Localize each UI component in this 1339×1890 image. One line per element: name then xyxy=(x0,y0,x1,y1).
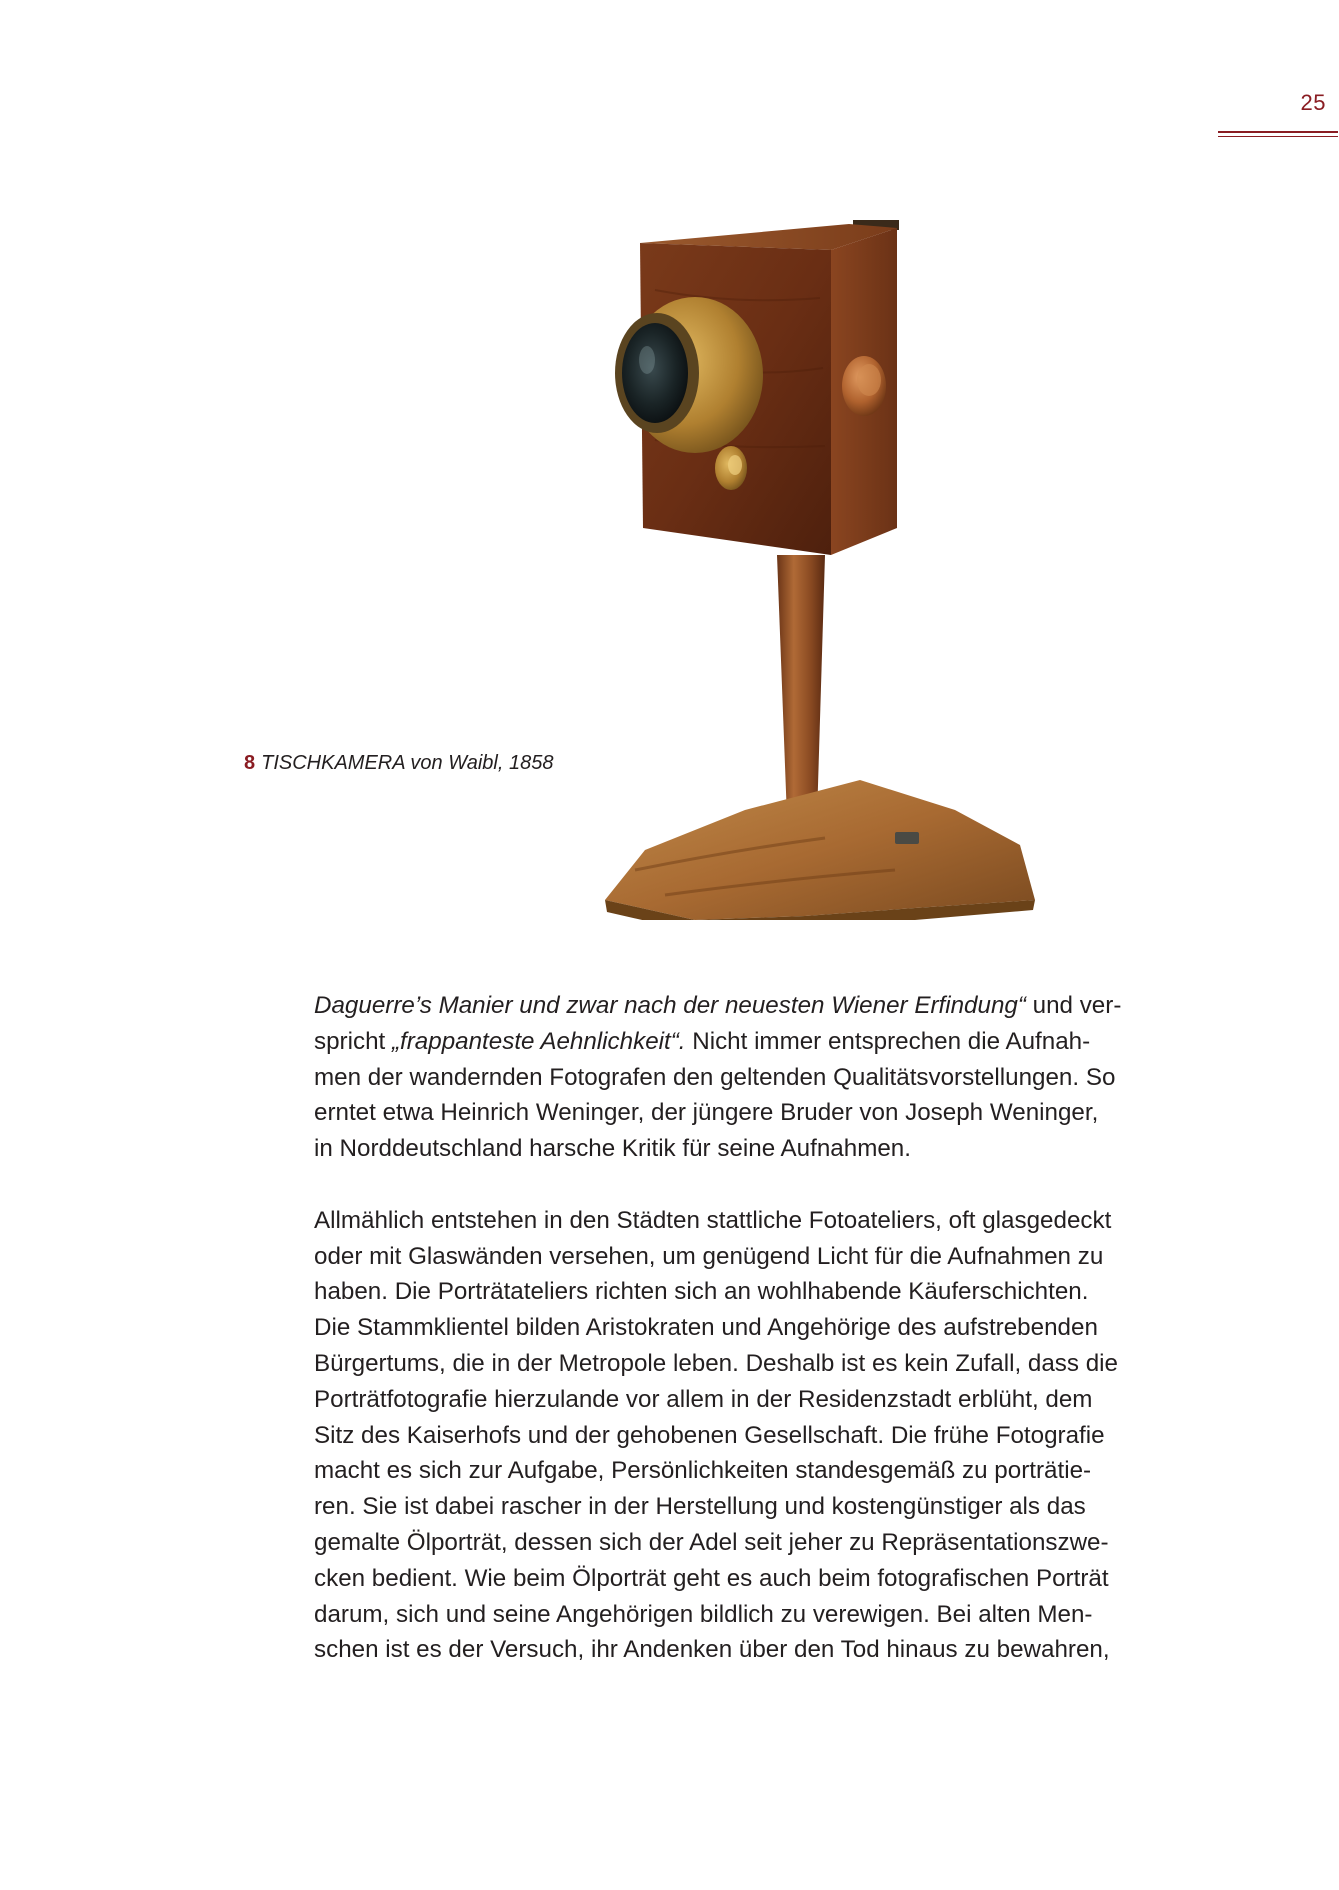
text-line: men der wandernden Fotografen den geltenden Qualitätsvorstellungen. So xyxy=(314,1063,1116,1091)
text-line: in Norddeutschland harsche Kritik für seine Aufnahmen. xyxy=(314,1135,911,1163)
text-line: macht es sich zur Aufgabe, Persönlichkeiten standesgemäß zu porträtie- xyxy=(314,1457,1092,1485)
body-text xyxy=(314,988,1194,1668)
page-number: 25 xyxy=(1300,90,1326,115)
text-line: Bürgertums, die in der Metropole leben. Deshalb ist es kein Zufall, dass die xyxy=(314,1349,1118,1377)
paragraph-gap xyxy=(314,1167,1194,1203)
text-line: Porträtfotografie hierzulande vor allem in der Residenzstadt erblüht, dem xyxy=(314,1385,1093,1413)
page-number-rule xyxy=(1218,131,1338,133)
text-line: darum, sich und seine Angehörigen bildlich zu verewigen. Bei alten Men- xyxy=(314,1600,1093,1628)
pedestal-base xyxy=(605,780,1035,920)
text-line: cken bedient. Wie beim Ölporträt geht es auch beim fotografischen Porträt xyxy=(314,1564,1109,1592)
figure-title: TISCHKAMERA xyxy=(261,752,405,774)
page-number-rule-thin xyxy=(1218,136,1338,137)
text-line: schen ist es der Versuch, ihr Andenken über den Tod hinaus zu bewahren, xyxy=(314,1636,1110,1664)
text-line: Daguerre’s Manier und zwar nach der neuesten Wiener Erfindung“ und ver- xyxy=(314,992,1122,1019)
text-line: Sitz des Kaiserhofs und der gehobenen Gesellschaft. Die frühe Fotografie xyxy=(314,1421,1105,1449)
figure-camera-photo xyxy=(595,210,1045,920)
text-line: Die Stammklientel bilden Aristokraten und Angehörige des aufstrebenden xyxy=(314,1314,1098,1342)
text-line: spricht „frappanteste Aehnlichkeit“. Nicht immer entsprechen die Aufnah- xyxy=(314,1027,1091,1055)
text-line: Allmählich entstehen in den Städten stattliche Fotoateliers, oft glasgedeckt xyxy=(314,1206,1112,1234)
figure-number: 8 xyxy=(244,752,256,774)
text-line: gemalte Ölporträt, dessen sich der Adel seit jeher zu Repräsentationszwe- xyxy=(314,1528,1109,1556)
text-line: oder mit Glaswänden versehen, um genügend Licht für die Aufnahmen zu xyxy=(314,1242,1104,1270)
pedestal-pole xyxy=(777,555,825,818)
text-line: ren. Sie ist dabei rascher in der Herstellung und kostengünstiger als das xyxy=(314,1493,1086,1521)
lens-glass xyxy=(622,323,688,423)
figure-caption-rest: von Waibl, 1858 xyxy=(404,752,554,774)
camera-illustration xyxy=(595,210,1045,920)
base-plate xyxy=(895,832,919,844)
text-line: haben. Die Porträtateliers richten sich an wohlhabende Käuferschichten. xyxy=(314,1278,1089,1306)
text-line: erntet etwa Heinrich Weninger, der jüngere Bruder von Joseph Weninger, xyxy=(314,1099,1099,1127)
figure-caption xyxy=(244,752,553,775)
